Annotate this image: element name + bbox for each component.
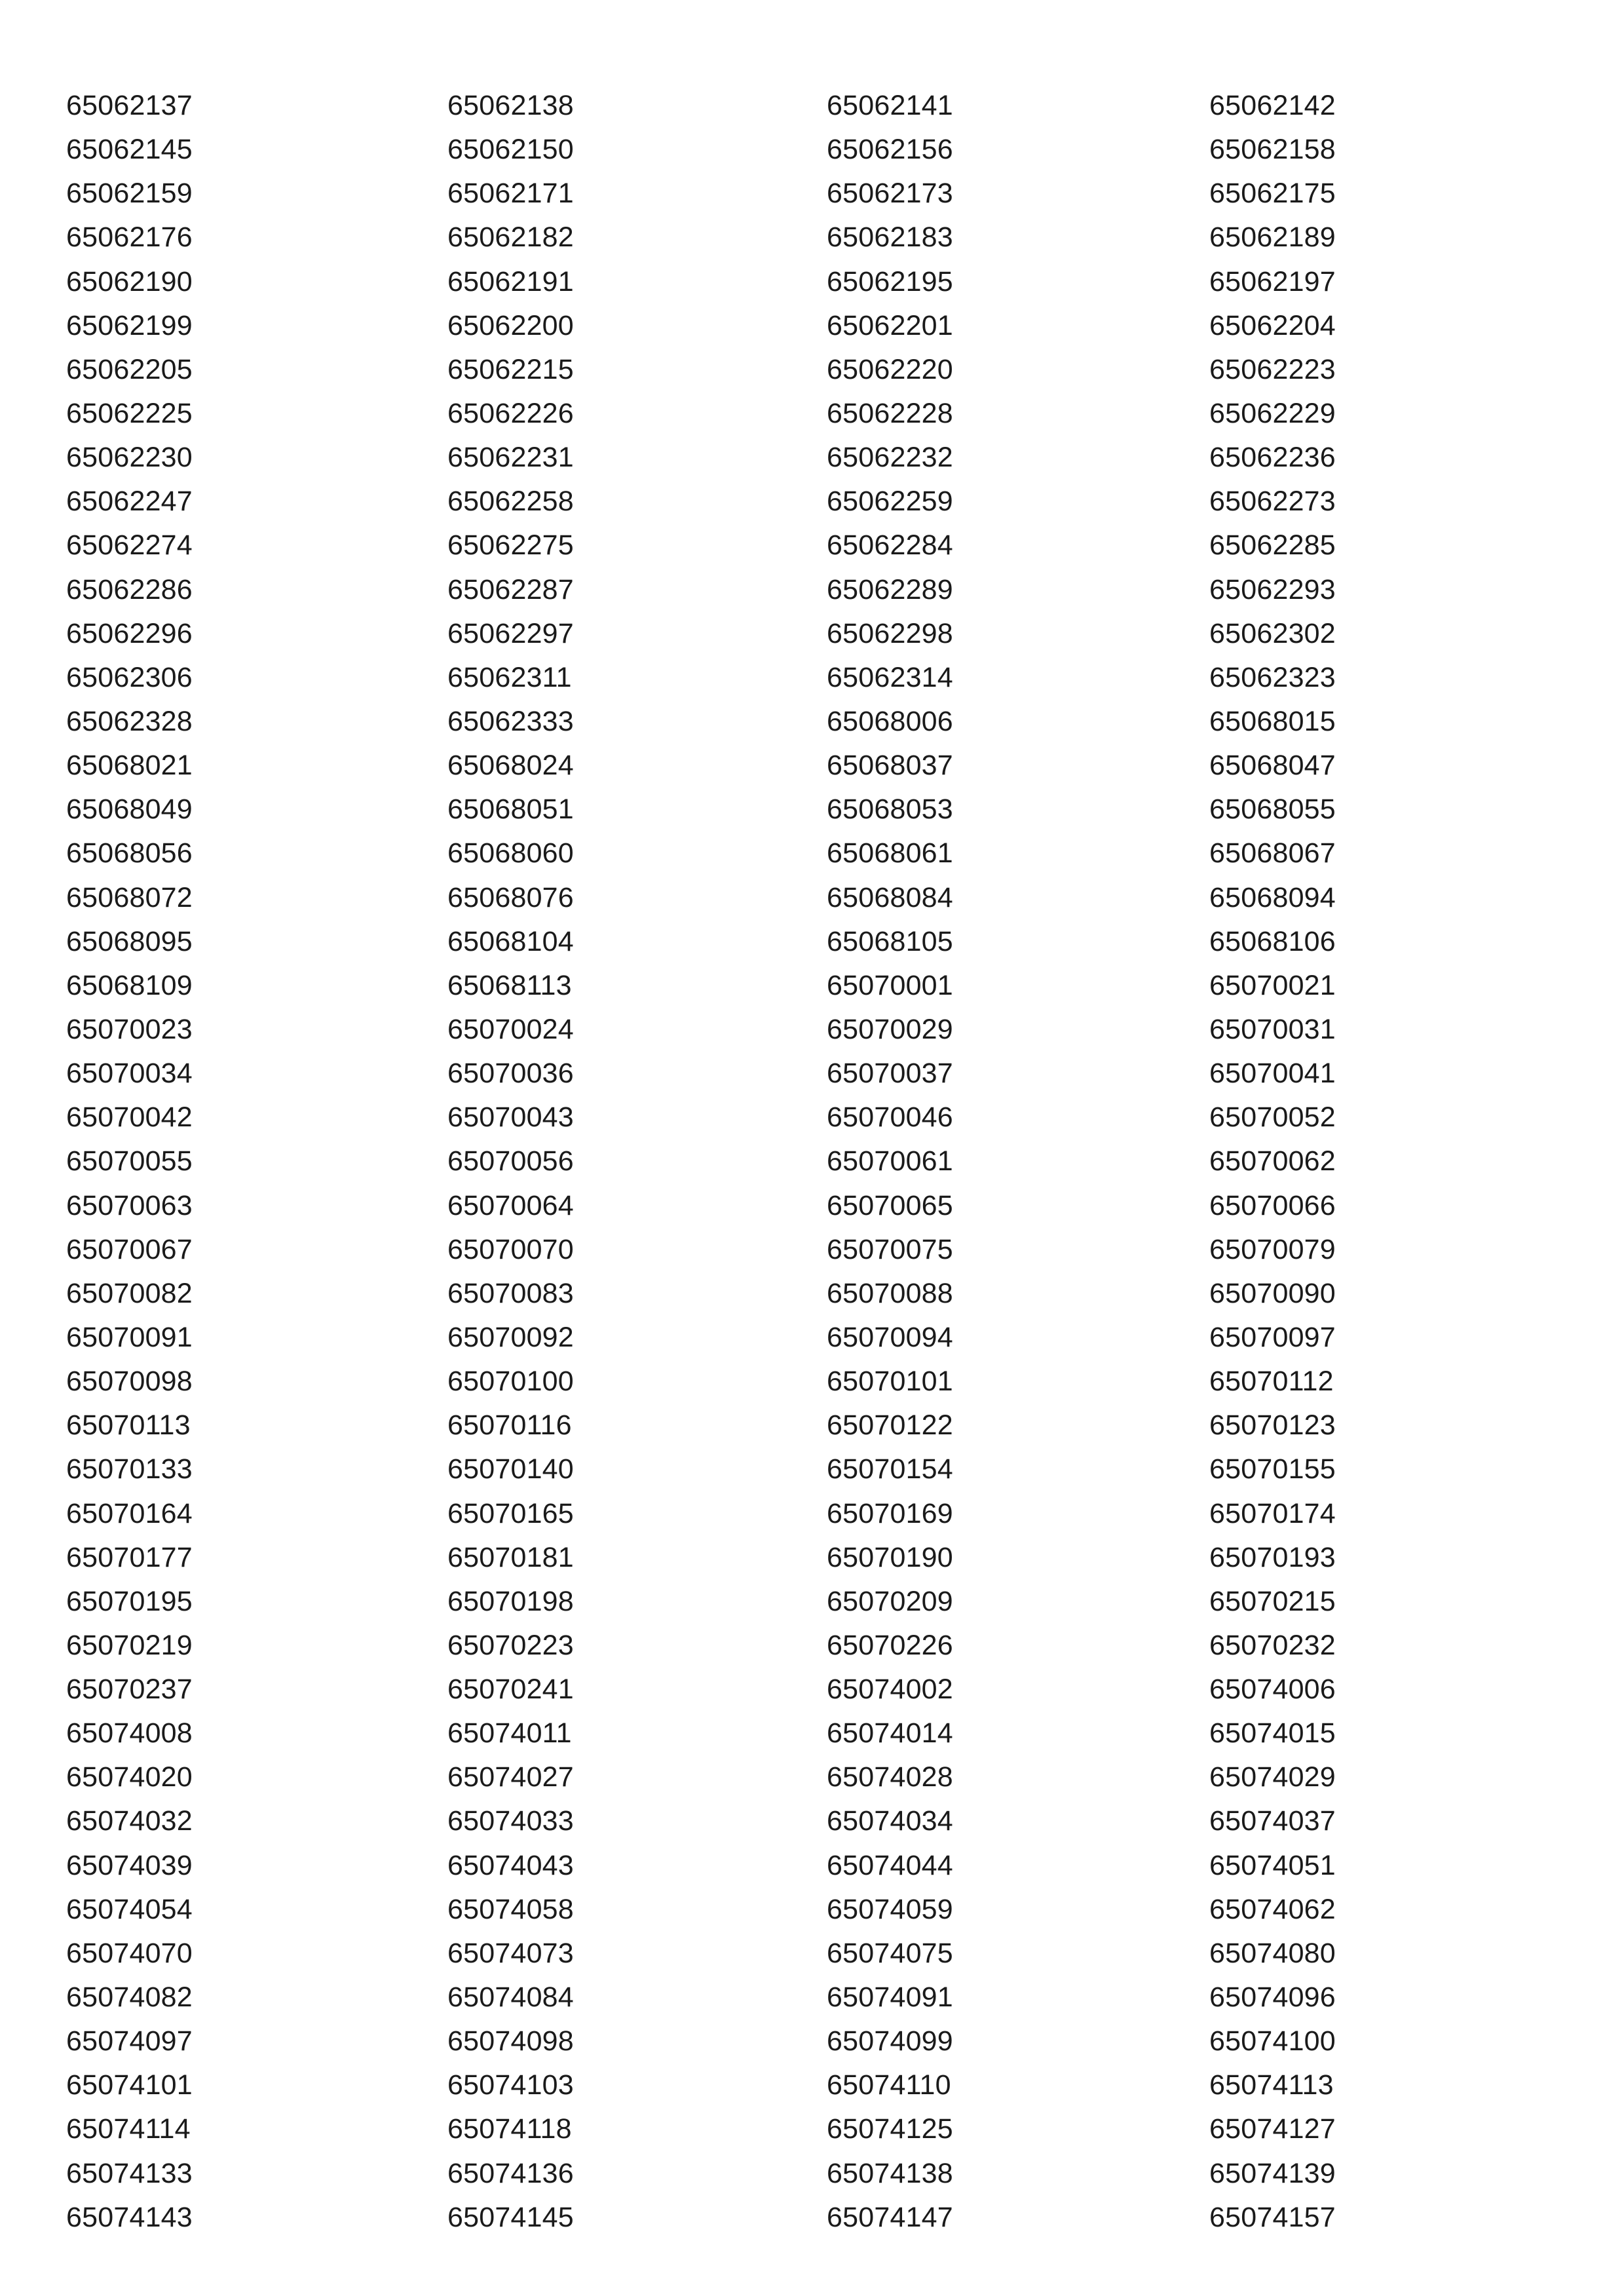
number-cell: 65062173 <box>827 178 953 210</box>
number-cell: 65068024 <box>447 750 574 782</box>
number-cell: 65068060 <box>447 837 574 870</box>
number-cell: 65070052 <box>1209 1101 1336 1134</box>
number-cell: 65074002 <box>827 1674 953 1706</box>
number-cell: 65074058 <box>447 1893 574 1925</box>
list-row <box>0 260 1624 304</box>
number-cell: 65074114 <box>66 2113 191 2145</box>
number-cell: 65062159 <box>66 178 193 210</box>
number-cell: 65070169 <box>827 1497 953 1529</box>
number-cell: 65068056 <box>66 837 193 870</box>
list-row <box>0 1932 1624 1976</box>
number-cell: 65062328 <box>66 705 193 737</box>
number-cell: 65070190 <box>827 1541 953 1573</box>
number-cell: 65070075 <box>827 1233 953 1265</box>
number-cell: 65074113 <box>1209 2069 1334 2101</box>
list-row <box>0 568 1624 612</box>
list-row <box>0 348 1624 392</box>
number-cell: 65062232 <box>827 442 953 474</box>
list-row <box>0 964 1624 1008</box>
number-cell: 65070046 <box>827 1101 953 1134</box>
number-cell: 65070155 <box>1209 1453 1336 1485</box>
number-cell: 65068006 <box>827 705 953 737</box>
number-cell: 65074127 <box>1209 2113 1336 2145</box>
list-row <box>0 1272 1624 1316</box>
number-cell: 65070174 <box>1209 1497 1336 1529</box>
number-cell: 65068067 <box>1209 837 1336 870</box>
list-row <box>0 876 1624 920</box>
number-cell: 65070091 <box>66 1321 193 1353</box>
list-row <box>0 1536 1624 1580</box>
number-cell: 65062296 <box>66 617 193 649</box>
list-row <box>0 1976 1624 2019</box>
number-cell: 65062205 <box>66 353 193 385</box>
list-row <box>0 656 1624 700</box>
number-cell: 65074029 <box>1209 1761 1336 1793</box>
number-cell: 65074082 <box>66 1981 193 2014</box>
number-cell: 65074147 <box>827 2201 953 2233</box>
number-cell: 65074118 <box>447 2113 572 2145</box>
number-cell: 65068021 <box>66 750 193 782</box>
number-cell: 65062287 <box>447 573 574 605</box>
number-cell: 65074157 <box>1209 2201 1336 2233</box>
number-cell: 65062225 <box>66 397 193 429</box>
number-cell: 65070066 <box>1209 1189 1336 1221</box>
list-row <box>0 1888 1624 1932</box>
number-cell: 65062215 <box>447 353 574 385</box>
number-cell: 65068015 <box>1209 705 1336 737</box>
list-row <box>0 1668 1624 1712</box>
number-cell: 65062150 <box>447 134 574 166</box>
number-cell: 65074044 <box>827 1849 953 1881</box>
list-row <box>0 2152 1624 2196</box>
number-cell: 65062183 <box>827 221 953 254</box>
list-row <box>0 2107 1624 2151</box>
number-cell: 65070165 <box>447 1497 574 1529</box>
number-cell: 65070154 <box>827 1453 953 1485</box>
number-cell: 65062298 <box>827 617 953 649</box>
number-cell: 65070088 <box>827 1277 953 1309</box>
number-cell: 65070036 <box>447 1058 574 1090</box>
number-cell: 65062273 <box>1209 486 1336 518</box>
number-cell: 65062228 <box>827 397 953 429</box>
number-cell: 65070113 <box>66 1409 191 1442</box>
number-cell: 65070029 <box>827 1013 953 1045</box>
number-cell: 65062141 <box>827 90 953 121</box>
number-cell: 65074006 <box>1209 1674 1336 1706</box>
number-cell: 65070083 <box>447 1277 574 1309</box>
number-cell: 65070041 <box>1209 1058 1336 1090</box>
number-cell: 65074138 <box>827 2157 953 2189</box>
number-cell: 65074084 <box>447 1981 574 2014</box>
list-row <box>0 1139 1624 1183</box>
number-cell: 65062220 <box>827 353 953 385</box>
number-cell: 65070037 <box>827 1058 953 1090</box>
number-cell: 65070043 <box>447 1101 574 1134</box>
number-cell: 65070122 <box>827 1409 953 1442</box>
number-cell: 65070061 <box>827 1145 953 1177</box>
number-cell: 65062229 <box>1209 397 1336 429</box>
number-cell: 65062323 <box>1209 661 1336 693</box>
number-cell: 65070098 <box>66 1366 193 1398</box>
list-row <box>0 1052 1624 1096</box>
number-cell: 65062285 <box>1209 529 1336 562</box>
number-cell: 65070034 <box>66 1058 193 1090</box>
number-cell: 65070001 <box>827 969 953 1001</box>
list-row <box>0 788 1624 832</box>
number-cell: 65070092 <box>447 1321 574 1353</box>
number-cell: 65070100 <box>447 1366 574 1398</box>
list-row <box>0 1228 1624 1272</box>
number-cell: 65070090 <box>1209 1277 1336 1309</box>
number-cell: 65070226 <box>827 1629 953 1661</box>
number-cell: 65070094 <box>827 1321 953 1353</box>
number-cell: 65074125 <box>827 2113 953 2145</box>
number-cell: 65070241 <box>447 1674 574 1706</box>
number-cell: 65070082 <box>66 1277 193 1309</box>
list-row <box>0 216 1624 259</box>
number-cell: 65070042 <box>66 1101 193 1134</box>
number-cell: 65070232 <box>1209 1629 1336 1661</box>
number-cell: 65070024 <box>447 1013 574 1045</box>
number-cell: 65074096 <box>1209 1981 1336 2014</box>
number-cell: 65074143 <box>66 2201 193 2233</box>
number-cell: 65062274 <box>66 529 193 562</box>
number-cell: 65074008 <box>66 1717 193 1750</box>
number-cell: 65070223 <box>447 1629 574 1661</box>
number-cell: 65062175 <box>1209 178 1336 210</box>
list-row <box>0 524 1624 567</box>
list-row <box>0 436 1624 480</box>
number-cell: 65062190 <box>66 265 193 297</box>
number-cell: 65074051 <box>1209 1849 1336 1881</box>
list-row <box>0 744 1624 788</box>
number-cell: 65074020 <box>66 1761 193 1793</box>
list-row <box>0 1008 1624 1052</box>
number-cell: 65074033 <box>447 1805 574 1837</box>
list-row <box>0 612 1624 656</box>
number-cell: 65074070 <box>66 1937 193 1969</box>
number-cell: 65070140 <box>447 1453 574 1485</box>
number-cell: 65068095 <box>66 925 193 957</box>
number-cell: 65074136 <box>447 2157 574 2189</box>
number-cell: 65068047 <box>1209 750 1336 782</box>
number-cell: 65074011 <box>447 1717 572 1750</box>
number-cell: 65070112 <box>1209 1366 1334 1398</box>
number-cell: 65068104 <box>447 925 574 957</box>
number-cell: 65070209 <box>827 1585 953 1617</box>
number-cell: 65074032 <box>66 1805 193 1837</box>
number-cell: 65070067 <box>66 1233 193 1265</box>
number-cell: 65074043 <box>447 1849 574 1881</box>
number-cell: 65070237 <box>66 1674 193 1706</box>
list-row <box>0 1096 1624 1139</box>
number-cell: 65074014 <box>827 1717 953 1750</box>
list-row <box>0 1799 1624 1843</box>
number-cell: 65062259 <box>827 486 953 518</box>
number-cell: 65070164 <box>66 1497 193 1529</box>
list-row <box>0 920 1624 964</box>
list-row <box>0 832 1624 875</box>
number-cell: 65062306 <box>66 661 193 693</box>
number-cell: 65070031 <box>1209 1013 1336 1045</box>
list-row <box>0 480 1624 524</box>
number-cell: 65074037 <box>1209 1805 1336 1837</box>
number-cell: 65062176 <box>66 221 193 254</box>
list-row <box>0 700 1624 744</box>
number-cell: 65070023 <box>66 1013 193 1045</box>
number-cell: 65070195 <box>66 1585 193 1617</box>
number-cell: 65074097 <box>66 2025 193 2057</box>
number-cell: 65062195 <box>827 265 953 297</box>
number-cell: 65062201 <box>827 309 953 341</box>
number-cell: 65062137 <box>66 90 193 121</box>
number-cell: 65062231 <box>447 442 574 474</box>
number-cell: 65074034 <box>827 1805 953 1837</box>
number-cell: 65070181 <box>447 1541 574 1573</box>
number-cell: 65070064 <box>447 1189 574 1221</box>
number-cell: 65068105 <box>827 925 953 957</box>
number-cell: 65062230 <box>66 442 193 474</box>
number-cell: 65062158 <box>1209 134 1336 166</box>
number-cell: 65074098 <box>447 2025 574 2057</box>
number-cell: 65062286 <box>66 573 193 605</box>
number-cell: 65068109 <box>66 969 193 1001</box>
number-cell: 65068061 <box>827 837 953 870</box>
number-cell: 65074103 <box>447 2069 574 2101</box>
number-cell: 65062284 <box>827 529 953 562</box>
number-cell: 65074062 <box>1209 1893 1336 1925</box>
number-cell: 65068094 <box>1209 881 1336 913</box>
number-cell: 65062314 <box>827 661 953 693</box>
number-cell: 65062138 <box>447 90 574 121</box>
number-cell: 65074145 <box>447 2201 574 2233</box>
number-cell: 65074073 <box>447 1937 574 1969</box>
number-cell: 65074027 <box>447 1761 574 1793</box>
number-cell: 65062204 <box>1209 309 1336 341</box>
number-cell: 65062223 <box>1209 353 1336 385</box>
number-cell: 65070177 <box>66 1541 193 1573</box>
number-cell: 65062199 <box>66 309 193 341</box>
number-cell: 65074133 <box>66 2157 193 2189</box>
number-cell: 65068113 <box>447 969 572 1001</box>
list-row <box>0 392 1624 436</box>
list-row <box>0 1404 1624 1447</box>
number-cell: 65070193 <box>1209 1541 1336 1573</box>
number-cell: 65068084 <box>827 881 953 913</box>
list-row <box>0 2019 1624 2063</box>
list-row <box>0 1184 1624 1228</box>
number-cell: 65074101 <box>66 2069 193 2101</box>
list-row <box>0 172 1624 216</box>
number-cell: 65068049 <box>66 794 193 826</box>
number-cell: 65062182 <box>447 221 574 254</box>
number-cell: 65062145 <box>66 134 193 166</box>
number-cell: 65070056 <box>447 1145 574 1177</box>
list-row <box>0 1316 1624 1360</box>
list-row <box>0 84 1624 128</box>
list-row <box>0 1580 1624 1624</box>
number-cell: 65062197 <box>1209 265 1336 297</box>
list-row <box>0 2063 1624 2107</box>
number-cell: 65062333 <box>447 705 574 737</box>
number-cell: 65070219 <box>66 1629 193 1661</box>
number-cell: 65074075 <box>827 1937 953 1969</box>
number-cell: 65062142 <box>1209 90 1336 121</box>
number-cell: 65074099 <box>827 2025 953 2057</box>
number-cell: 65070079 <box>1209 1233 1336 1265</box>
number-cell: 65068053 <box>827 794 953 826</box>
list-row <box>0 1447 1624 1491</box>
list-row <box>0 1712 1624 1755</box>
number-cell: 65070063 <box>66 1189 193 1221</box>
number-cell: 65070101 <box>827 1366 953 1398</box>
number-cell: 65070133 <box>66 1453 193 1485</box>
number-list <box>0 84 1624 2240</box>
list-row <box>0 1624 1624 1668</box>
number-cell: 65062275 <box>447 529 574 562</box>
number-cell: 65062293 <box>1209 573 1336 605</box>
number-cell: 65062258 <box>447 486 574 518</box>
list-row <box>0 304 1624 348</box>
number-cell: 65062236 <box>1209 442 1336 474</box>
number-cell: 65068072 <box>66 881 193 913</box>
number-cell: 65074091 <box>827 1981 953 2014</box>
number-cell: 65070116 <box>447 1409 572 1442</box>
number-cell: 65062289 <box>827 573 953 605</box>
list-row <box>0 2196 1624 2240</box>
number-cell: 65074028 <box>827 1761 953 1793</box>
number-cell: 65068051 <box>447 794 574 826</box>
number-cell: 65074110 <box>827 2069 951 2101</box>
number-cell: 65074015 <box>1209 1717 1336 1750</box>
number-cell: 65062156 <box>827 134 953 166</box>
number-cell: 65070097 <box>1209 1321 1336 1353</box>
list-row <box>0 1492 1624 1536</box>
number-cell: 65062189 <box>1209 221 1336 254</box>
number-cell: 65070062 <box>1209 1145 1336 1177</box>
number-cell: 65068055 <box>1209 794 1336 826</box>
number-cell: 65070123 <box>1209 1409 1336 1442</box>
number-cell: 65074080 <box>1209 1937 1336 1969</box>
number-cell: 65070215 <box>1209 1585 1336 1617</box>
list-row <box>0 1755 1624 1799</box>
number-cell: 65074100 <box>1209 2025 1336 2057</box>
number-cell: 65068037 <box>827 750 953 782</box>
number-cell: 65070055 <box>66 1145 193 1177</box>
number-cell: 65062302 <box>1209 617 1336 649</box>
number-cell: 65074139 <box>1209 2157 1336 2189</box>
number-cell: 65068076 <box>447 881 574 913</box>
number-cell: 65074059 <box>827 1893 953 1925</box>
number-cell: 65074054 <box>66 1893 193 1925</box>
number-cell: 65062311 <box>447 661 572 693</box>
number-cell: 65070198 <box>447 1585 574 1617</box>
number-cell: 65074039 <box>66 1849 193 1881</box>
number-cell: 65062297 <box>447 617 574 649</box>
number-cell: 65070070 <box>447 1233 574 1265</box>
number-cell: 65062226 <box>447 397 574 429</box>
list-row <box>0 128 1624 172</box>
number-cell: 65062200 <box>447 309 574 341</box>
list-row <box>0 1360 1624 1404</box>
number-cell: 65070021 <box>1209 969 1336 1001</box>
number-cell: 65062191 <box>447 265 574 297</box>
list-row <box>0 1844 1624 1888</box>
number-cell: 65062171 <box>447 178 574 210</box>
number-cell: 65068106 <box>1209 925 1336 957</box>
number-cell: 65070065 <box>827 1189 953 1221</box>
number-cell: 65062247 <box>66 486 193 518</box>
